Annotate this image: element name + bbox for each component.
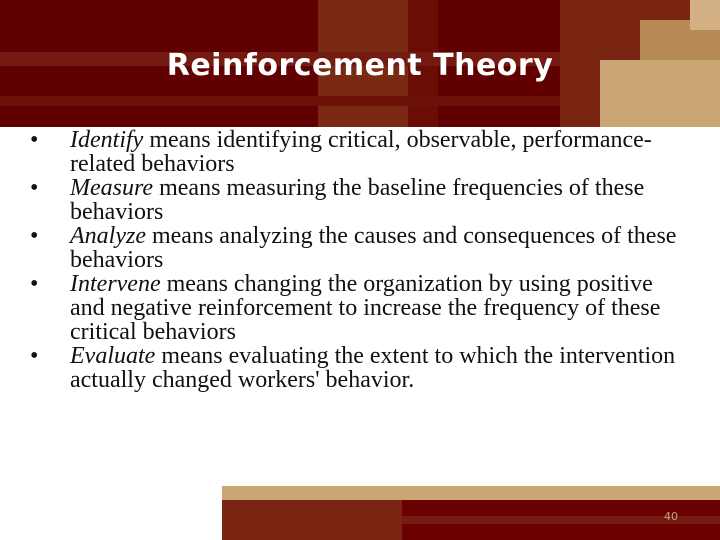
bullet-term: Evaluate (70, 343, 156, 369)
bullet-dot: • (30, 271, 39, 297)
bullet-text: means measuring the baseline frequencies of these behaviors (70, 175, 645, 225)
header-stripe (690, 0, 720, 30)
bullet-item (30, 128, 690, 176)
bullet-dot: • (30, 127, 39, 153)
header-banner (0, 0, 720, 127)
footer-stripe (222, 486, 720, 500)
bullet-term: Identify (70, 127, 144, 153)
page-number: 40 (664, 510, 678, 523)
bullet-item (30, 344, 690, 392)
bullet-term: Measure (70, 175, 154, 201)
footer-banner (222, 486, 720, 540)
bullet-term: Intervene (70, 271, 161, 297)
bullet-text: means identifying critical, observable, performance-related behaviors (70, 127, 652, 177)
bullet-term: Analyze (70, 223, 146, 249)
bullet-item (30, 272, 690, 344)
bullet-dot: • (30, 223, 39, 249)
bullet-dot: • (30, 343, 39, 369)
bullet-text: means evaluating the extent to which the intervention actually changed workers' behavior. (70, 343, 676, 393)
bullet-text: means changing the organization by using positive and negative reinforcement to increase the frequency of these critical behaviors (70, 271, 661, 345)
slide-title: Reinforcement Theory (166, 48, 554, 83)
bullet-item (30, 224, 690, 272)
bullet-text: means analyzing the causes and consequences of these behaviors (70, 223, 677, 273)
bullet-dot: • (30, 175, 39, 201)
footer-stripe (222, 500, 402, 540)
bullet-item (30, 176, 690, 224)
bullet-list (30, 128, 690, 392)
